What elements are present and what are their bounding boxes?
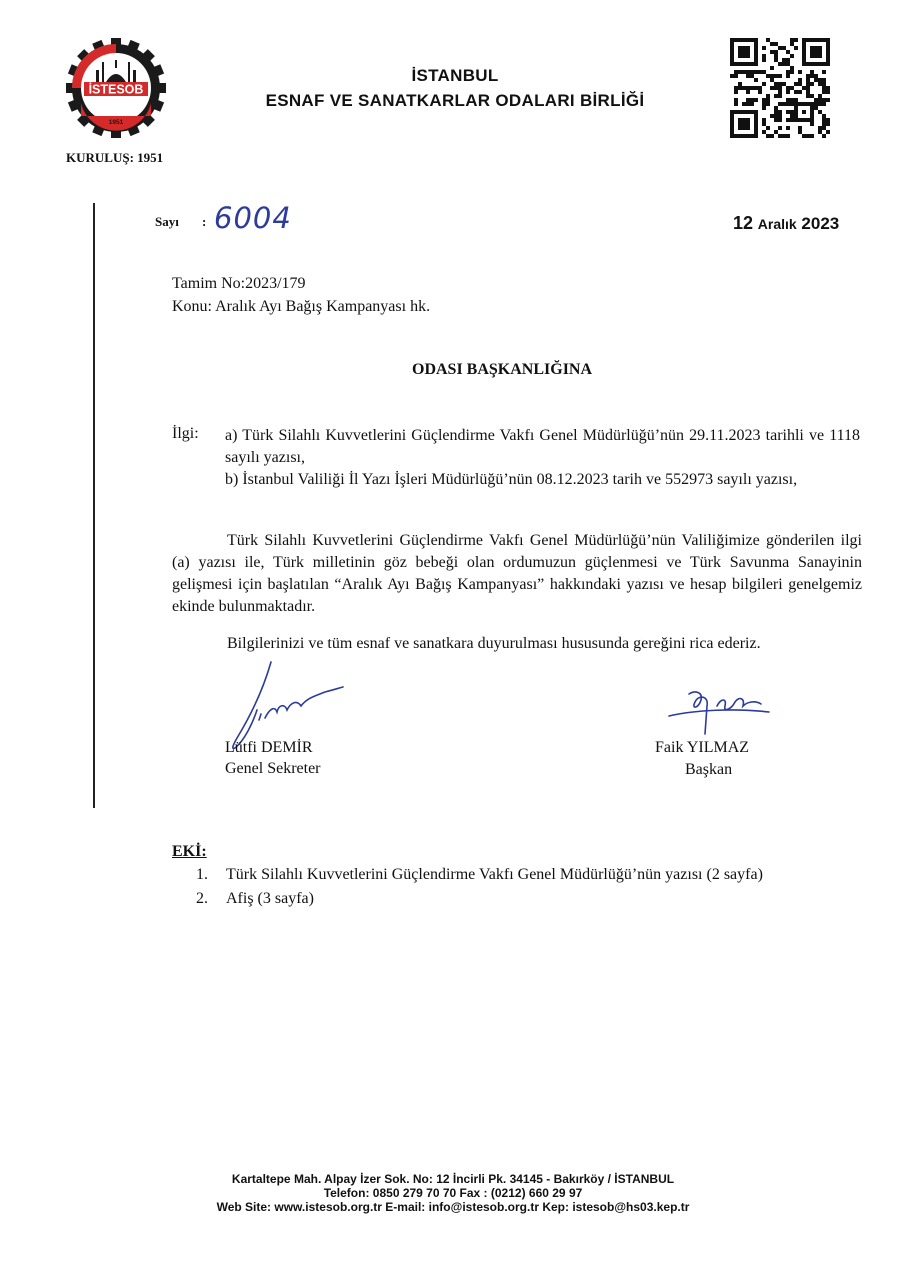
attachment-number: 2. [196, 890, 208, 907]
signatory-2-name: Faik YILMAZ [655, 739, 750, 756]
signatory-2-title: Başkan [685, 761, 733, 778]
founded-label: KURULUŞ: 1951 [66, 150, 164, 165]
attachment-text: Türk Silahlı Kuvvetlerini Güçlendirme Vakfı Genel Müdürlüğü’nün yazısı (2 sayfa) [226, 866, 763, 883]
margin-rule [93, 203, 95, 808]
footer-web: Web Site: www.istesob.org.tr E-mail: info@istesob.org.tr Kep: istesob@hs03.kep.tr [216, 1200, 690, 1214]
date-stamp [733, 213, 839, 234]
signature-president [665, 688, 775, 736]
signatory-1-title: Genel Sekreter [225, 760, 321, 777]
sayi-label: Sayı [155, 214, 179, 229]
qr-code-icon [730, 38, 830, 138]
footer-phone: Telefon: 0850 279 70 70 Fax : (0212) 660 29 97 [323, 1186, 583, 1200]
ilgi-references [225, 425, 860, 491]
attachment-item [196, 866, 763, 884]
body-paragraph-2: Bilgilerinizi ve tüm esnaf ve sanatkara duyurulması hususunda gereğini rica ederiz. [227, 635, 761, 652]
addressee-heading: ODASI BAŞKANLIĞINA [412, 361, 593, 378]
ilgi-label: İlgi: [172, 425, 199, 442]
logo-brand-text: İSTESOB [88, 82, 144, 97]
sayi-number-handwritten: 6004 [214, 201, 292, 235]
sayi-colon: : [202, 214, 207, 229]
ilgi-item-a: a) Türk Silahlı Kuvvetlerini Güçlendirme Vakfı Genel Müdürlüğü’nün 29.11.2023 tarihli ve 1118 sayılı yazısı, [225, 427, 860, 466]
subject-line: Konu: Aralık Ayı Bağış Kampanyası hk. [172, 298, 431, 315]
istesob-logo [66, 38, 166, 138]
footer-address: Kartaltepe Mah. Alpay İzer Sok. No: 12 İncirli Pk. 34145 - Bakırköy / İSTANBUL [231, 1172, 675, 1186]
attachment-number: 1. [196, 866, 208, 883]
signatory-1-name: Lütfi DEMİR [225, 739, 313, 756]
date-day: 12 [733, 213, 754, 233]
org-name-line2: ESNAF VE SANATKARLAR ODALARI BİRLİĞİ [265, 91, 645, 110]
date-month: Aralık [757, 216, 797, 232]
circular-number: Tamim No:2023/179 [172, 275, 306, 292]
date-year: 2023 [801, 214, 840, 233]
ilgi-item-b: b) İstanbul Valiliği İl Yazı İşleri Müdürlüğü’nün 08.12.2023 tarih ve 552973 sayılı yazısı, [225, 471, 798, 488]
attachments-label: EKİ: [172, 843, 207, 860]
attachment-text: Afiş (3 sayfa) [226, 890, 314, 907]
attachment-item [196, 890, 314, 908]
logo-year-text: 1951 [108, 119, 124, 126]
body-paragraph-1: Türk Silahlı Kuvvetlerini Güçlendirme Vakfı Genel Müdürlüğü’nün Valiliğimize gönderilen ilgi (a) yazısı ile, Türk milletinin göz bebeği olan ordumuzun güçlenmesi ve Türk Savunma Sanayinin gelişmesi için başlatılan “Aralık Ayı Bağış Kampanyası” hakkındaki yazısı ve hesap bilgileri genelgemiz ekinde bulunmaktadır. [172, 532, 862, 615]
org-name-line1: İSTANBUL [411, 66, 499, 85]
